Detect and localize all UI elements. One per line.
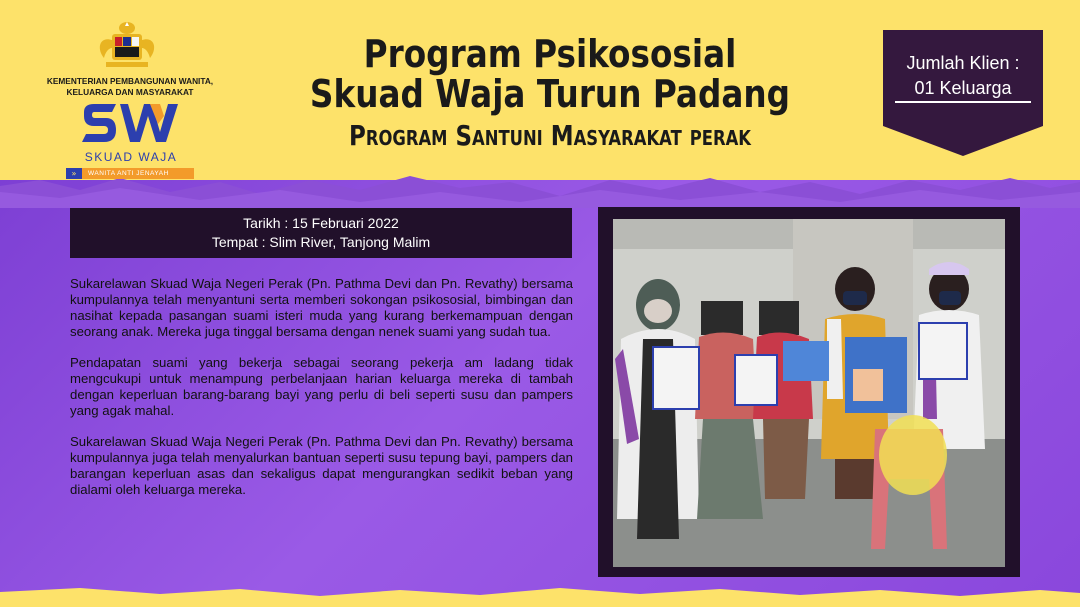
title-line-1: Program Psikososial (363, 32, 737, 76)
title-line-3: Program Santuni Masyarakat perak (348, 119, 752, 152)
event-photo (613, 219, 1005, 567)
client-badge-text (883, 52, 1043, 99)
malaysia-crest-icon (92, 18, 162, 74)
paragraph-1: Sukarelawan Skuad Waja Negeri Perak (Pn. Pathma Devi dan Pn. Revathy) bersama kumpulannya telah menyantuni serta memberi sokongan psikososial, bimbingan dan nasihat kepada pasangan suami isteri muda yang kurang berkemampuan dengan seorang anak. Mereka juga tinggal bersama dengan nenek suami yang sudah tua. (70, 276, 573, 339)
paragraph-2: Pendapatan suami yang bekerja sebagai seorang pekerja am ladang tidak mengcukupi untuk menampung perbelanjaan harian keluarga mereka di tambah dengan keperluan barang-barang bayi yang perlu di beli seperti susu dan pampers yang agak mahal. (70, 355, 573, 418)
ministry-name: KEMENTERIAN PEMBANGUNAN WANITA, KELUARGA DAN MASYARAKAT (46, 76, 214, 97)
event-place: Tempat : Slim River, Tanjong Malim (211, 234, 431, 250)
event-info-box (70, 208, 572, 258)
skuad-waja-logo-icon (80, 102, 182, 148)
client-label: Jumlah Klien : (906, 53, 1020, 73)
title-line-2: Skuad Waja Turun Padang (309, 72, 791, 116)
client-badge-point (883, 126, 1043, 156)
report-body (70, 276, 573, 513)
event-date: Tarikh : 15 Februari 2022 (243, 215, 399, 231)
logo-text: SKUAD WAJA (84, 150, 178, 164)
chevron-right-icon: » (66, 168, 82, 179)
client-value: 01 Keluarga (914, 78, 1012, 98)
logo-tagline-text: WANITA ANTI JENAYAH (82, 168, 194, 179)
client-underline (895, 101, 1031, 103)
bottom-yellow-stripe (0, 584, 1080, 607)
logo-tagline (66, 168, 194, 179)
paragraph-3: Sukarelawan Skuad Waja Negeri Perak (Pn. Pathma Devi dan Pn. Revathy) bersama kumpulannya juga telah menyalurkan bantuan seperti susu tepung bayi, pampers dan barangan keperluan asas dan sekaligus dapat mengurangkan sedikit beban yang dialami oleh keluarga mereka. (70, 434, 573, 497)
client-count-badge (883, 30, 1043, 156)
page-title (240, 34, 860, 152)
